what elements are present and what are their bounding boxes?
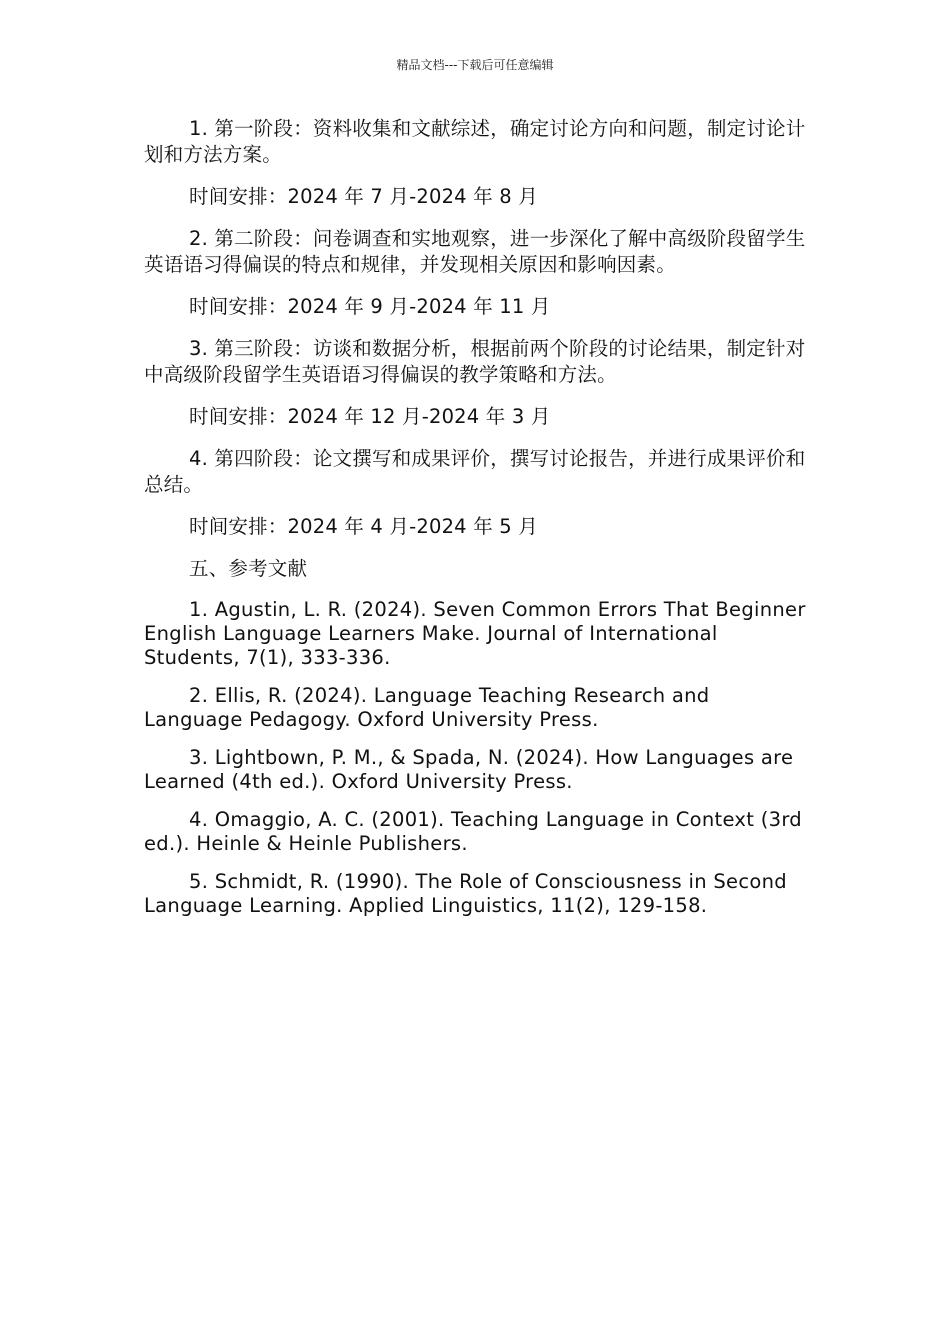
stage-4-description: 4. 第四阶段：论文撰写和成果评价，撰写讨论报告，并进行成果评价和总结。 xyxy=(144,447,806,496)
reference-item: 4. Omaggio, A. C. (2001). Teaching Language in Context (3rd ed.). Heinle & Heinle Publishers. xyxy=(144,808,802,855)
stage-1-description: 1. 第一阶段：资料收集和文献综述，确定讨论方向和问题，制定讨论计划和方法方案。 xyxy=(144,117,806,166)
page-header: 精品文档---下载后可任意编辑 xyxy=(396,58,554,72)
reference-item: 3. Lightbown, P. M., & Spada, N. (2024). How Languages are Learned (4th ed.). Oxford University Press. xyxy=(144,746,794,793)
references-list xyxy=(144,598,806,918)
document-body xyxy=(144,116,806,932)
stage-2-description: 2. 第二阶段：问卷调查和实地观察，进一步深化了解中高级阶段留学生英语语习得偏误的特点和规律，并发现相关原因和影响因素。 xyxy=(144,227,806,276)
reference-item: 1. Agustin, L. R. (2024). Seven Common Errors That Beginner English Language Learners Make. Journal of International Students, 7(1), 333-336. xyxy=(144,598,806,669)
stage-3-schedule: 时间安排：2024 年 12 月-2024 年 3 月 xyxy=(189,405,551,428)
stage-4-schedule: 时间安排：2024 年 4 月-2024 年 5 月 xyxy=(189,515,538,538)
stage-2-schedule: 时间安排：2024 年 9 月-2024 年 11 月 xyxy=(189,295,551,318)
references-heading: 五、参考文献 xyxy=(189,557,308,580)
reference-item: 5. Schmidt, R. (1990). The Role of Consciousness in Second Language Learning. Applied Linguistics, 11(2), 129-158. xyxy=(144,870,787,917)
stage-3-description: 3. 第三阶段：访谈和数据分析，根据前两个阶段的讨论结果，制定针对中高级阶段留学生英语语习得偏误的教学策略和方法。 xyxy=(144,337,806,386)
stage-1-schedule: 时间安排：2024 年 7 月-2024 年 8 月 xyxy=(189,185,538,208)
reference-item: 2. Ellis, R. (2024). Language Teaching Research and Language Pedagogy. Oxford University Press. xyxy=(144,684,710,731)
